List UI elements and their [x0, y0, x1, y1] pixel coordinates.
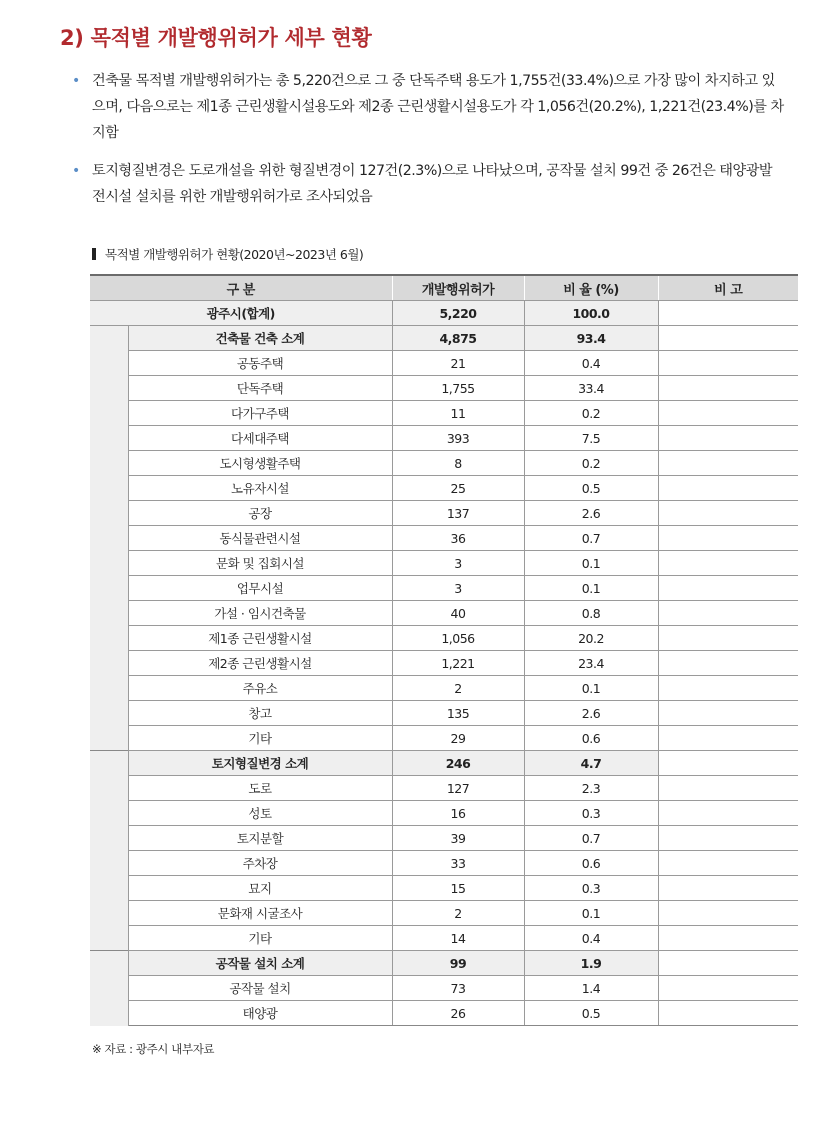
- row-ratio: 0.7: [524, 526, 658, 551]
- row-count: 40: [392, 601, 524, 626]
- row-count: 21: [392, 351, 524, 376]
- table-row: [90, 1001, 798, 1026]
- row-count: 14: [392, 926, 524, 951]
- row-note: [658, 926, 798, 951]
- table-row: [90, 676, 798, 701]
- row-label: 단독주택: [128, 376, 392, 401]
- source-note: ※ 자료 : 광주시 내부자료: [92, 1042, 215, 1056]
- row-note: [658, 1001, 798, 1026]
- row-count: 16: [392, 801, 524, 826]
- row-count: 2: [392, 676, 524, 701]
- row-label: 문화재 시굴조사: [128, 901, 392, 926]
- table-row: [90, 651, 798, 676]
- row-count: 1,755: [392, 376, 524, 401]
- row-note: [658, 601, 798, 626]
- row-label: 도로: [128, 776, 392, 801]
- group-ratio: 4.7: [524, 751, 658, 776]
- total-count: 5,220: [392, 301, 524, 326]
- group-note: [658, 951, 798, 976]
- bullet-item: [72, 158, 784, 210]
- row-label: 업무시설: [128, 576, 392, 601]
- table-row: [90, 976, 798, 1001]
- row-label: 도시형생활주택: [128, 451, 392, 476]
- table-row: [90, 551, 798, 576]
- table-row: [90, 501, 798, 526]
- row-note: [658, 401, 798, 426]
- table-row: [90, 526, 798, 551]
- row-count: 1,056: [392, 626, 524, 651]
- row-ratio: 0.4: [524, 351, 658, 376]
- table-row: [90, 876, 798, 901]
- row-note: [658, 476, 798, 501]
- table-row: [90, 351, 798, 376]
- table-title-text: 목적별 개발행위허가 현황(2020년~2023년 6월): [105, 247, 364, 262]
- row-ratio: 0.5: [524, 476, 658, 501]
- row-ratio: 0.2: [524, 401, 658, 426]
- total-label: 광주시(합계): [90, 301, 392, 326]
- row-label: 동식물관련시설: [128, 526, 392, 551]
- group-note: [658, 751, 798, 776]
- row-count: 26: [392, 1001, 524, 1026]
- row-label: 다세대주택: [128, 426, 392, 451]
- row-ratio: 2.6: [524, 501, 658, 526]
- row-note: [658, 376, 798, 401]
- table-row: [90, 701, 798, 726]
- row-count: 137: [392, 501, 524, 526]
- row-count: 25: [392, 476, 524, 501]
- row-label: 태양광: [128, 1001, 392, 1026]
- row-note: [658, 851, 798, 876]
- bullet-text: 토지형질변경은 도로개설을 위한 형질변경이 127건(2.3%)으로 나타났으며, 공작물 설치 99건 중 26건은 태양광발전시설 설치를 위한 개발행위허가로 조사되었음: [92, 163, 773, 205]
- row-label: 성토: [128, 801, 392, 826]
- group-label: 건축물 건축 소계: [128, 326, 392, 351]
- row-ratio: 0.1: [524, 901, 658, 926]
- table-row: [90, 376, 798, 401]
- row-label: 주차장: [128, 851, 392, 876]
- row-label: 묘지: [128, 876, 392, 901]
- row-note: [658, 876, 798, 901]
- table-row: [90, 851, 798, 876]
- row-ratio: 2.6: [524, 701, 658, 726]
- row-ratio: 23.4: [524, 651, 658, 676]
- row-note: [658, 551, 798, 576]
- row-label: 제2종 근린생활시설: [128, 651, 392, 676]
- row-note: [658, 801, 798, 826]
- row-ratio: 0.3: [524, 801, 658, 826]
- row-count: 127: [392, 776, 524, 801]
- group-side-cell: [90, 751, 128, 951]
- header-category: 구 분: [90, 275, 392, 301]
- row-label: 다가구주택: [128, 401, 392, 426]
- row-count: 135: [392, 701, 524, 726]
- table-row: [90, 826, 798, 851]
- row-note: [658, 451, 798, 476]
- row-note: [658, 776, 798, 801]
- row-note: [658, 976, 798, 1001]
- row-ratio: 7.5: [524, 426, 658, 451]
- group-side-cell: [90, 951, 128, 1026]
- row-note: [658, 426, 798, 451]
- row-count: 11: [392, 401, 524, 426]
- row-ratio: 0.1: [524, 551, 658, 576]
- group-label: 토지형질변경 소계: [128, 751, 392, 776]
- row-count: 29: [392, 726, 524, 751]
- row-ratio: 1.4: [524, 976, 658, 1001]
- total-note: [658, 301, 798, 326]
- table-row: [90, 901, 798, 926]
- row-count: 3: [392, 551, 524, 576]
- group-count: 99: [392, 951, 524, 976]
- header-count: 개발행위허가: [392, 275, 524, 301]
- group-subtotal-row: [90, 326, 798, 351]
- table-row: [90, 426, 798, 451]
- group-subtotal-row: [90, 751, 798, 776]
- row-note: [658, 901, 798, 926]
- row-note: [658, 701, 798, 726]
- table-row: [90, 451, 798, 476]
- table-row: [90, 626, 798, 651]
- bullet-item: [72, 68, 784, 146]
- group-ratio: 93.4: [524, 326, 658, 351]
- row-label: 가설 · 임시건축물: [128, 601, 392, 626]
- summary-bullets: [72, 68, 784, 210]
- row-ratio: 0.5: [524, 1001, 658, 1026]
- group-subtotal-row: [90, 951, 798, 976]
- title-bar-icon: [92, 248, 96, 260]
- group-ratio: 1.9: [524, 951, 658, 976]
- row-count: 3: [392, 576, 524, 601]
- row-label: 주유소: [128, 676, 392, 701]
- row-ratio: 0.6: [524, 726, 658, 751]
- group-count: 4,875: [392, 326, 524, 351]
- row-label: 노유자시설: [128, 476, 392, 501]
- row-ratio: 0.4: [524, 926, 658, 951]
- row-note: [658, 501, 798, 526]
- group-side-cell: [90, 326, 128, 751]
- row-label: 토지분할: [128, 826, 392, 851]
- row-count: 36: [392, 526, 524, 551]
- table-row: [90, 476, 798, 501]
- table-title: [92, 245, 363, 263]
- row-label: 창고: [128, 701, 392, 726]
- row-count: 2: [392, 901, 524, 926]
- header-ratio: 비 율 (%): [524, 275, 658, 301]
- row-label: 공장: [128, 501, 392, 526]
- row-note: [658, 676, 798, 701]
- row-note: [658, 576, 798, 601]
- header-note: 비 고: [658, 275, 798, 301]
- table-row: [90, 601, 798, 626]
- table-row: [90, 576, 798, 601]
- row-label: 공작물 설치: [128, 976, 392, 1001]
- row-count: 1,221: [392, 651, 524, 676]
- table-row: [90, 926, 798, 951]
- table-row: [90, 776, 798, 801]
- row-note: [658, 626, 798, 651]
- row-count: 33: [392, 851, 524, 876]
- section-heading: 2) 목적별 개발행위허가 세부 현황: [60, 26, 372, 50]
- row-ratio: 0.6: [524, 851, 658, 876]
- permit-table: [90, 274, 798, 1026]
- row-ratio: 2.3: [524, 776, 658, 801]
- row-count: 15: [392, 876, 524, 901]
- total-row: [90, 301, 798, 326]
- row-ratio: 0.7: [524, 826, 658, 851]
- table-body: [90, 301, 798, 1026]
- bullet-dot-icon: •: [72, 73, 80, 89]
- row-ratio: 33.4: [524, 376, 658, 401]
- row-count: 39: [392, 826, 524, 851]
- row-ratio: 0.1: [524, 576, 658, 601]
- bullet-dot-icon: •: [72, 163, 80, 179]
- row-count: 393: [392, 426, 524, 451]
- table-row: [90, 401, 798, 426]
- total-ratio: 100.0: [524, 301, 658, 326]
- row-note: [658, 351, 798, 376]
- row-ratio: 0.8: [524, 601, 658, 626]
- row-ratio: 0.1: [524, 676, 658, 701]
- row-note: [658, 826, 798, 851]
- row-count: 73: [392, 976, 524, 1001]
- table-row: [90, 726, 798, 751]
- row-label: 문화 및 집회시설: [128, 551, 392, 576]
- row-label: 기타: [128, 926, 392, 951]
- group-note: [658, 326, 798, 351]
- group-label: 공작물 설치 소계: [128, 951, 392, 976]
- table-header-row: [90, 275, 798, 301]
- row-note: [658, 526, 798, 551]
- row-label: 제1종 근린생활시설: [128, 626, 392, 651]
- row-ratio: 0.3: [524, 876, 658, 901]
- row-count: 8: [392, 451, 524, 476]
- row-ratio: 20.2: [524, 626, 658, 651]
- row-ratio: 0.2: [524, 451, 658, 476]
- row-label: 기타: [128, 726, 392, 751]
- row-note: [658, 726, 798, 751]
- bullet-text: 건축물 목적별 개발행위허가는 총 5,220건으로 그 중 단독주택 용도가 1,755건(33.4%)으로 가장 많이 차지하고 있으며, 다음으로는 제1종 근린생활시설용도와 제2종 근린생활시설용도가 각 1,056건(20.2%), 1,221건(23.4%)를 차지함: [92, 73, 784, 141]
- row-label: 공동주택: [128, 351, 392, 376]
- table-row: [90, 801, 798, 826]
- group-count: 246: [392, 751, 524, 776]
- row-note: [658, 651, 798, 676]
